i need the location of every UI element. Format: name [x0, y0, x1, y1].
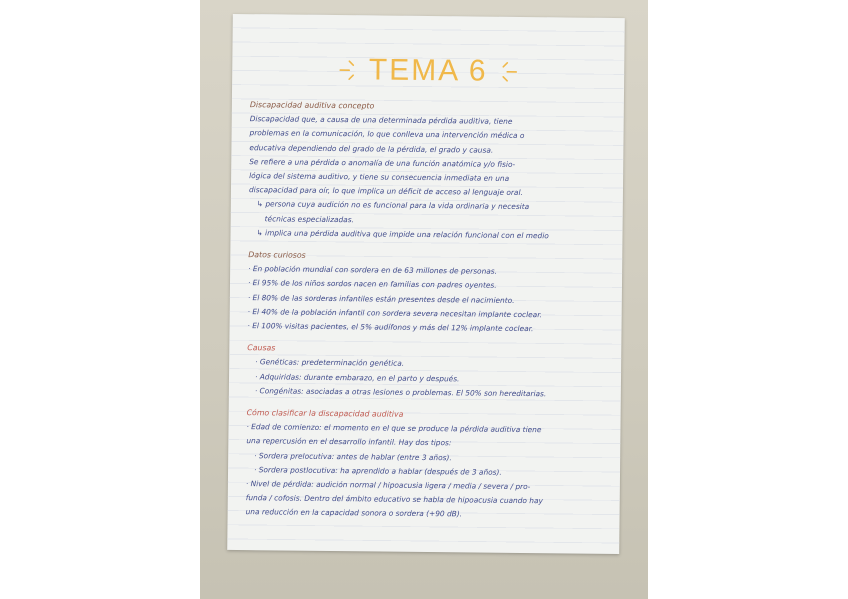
notes-body	[246, 98, 610, 523]
text-line: una reducción en la capacidad sonora o sordera (+90 dB).	[245, 507, 463, 519]
text-line: educativa dependiendo del grado de la pérdida, el grado y causa.	[249, 142, 494, 155]
sparkle-left-icon	[335, 55, 357, 85]
text-line: funda / cofosis. Dentro del ámbito educativo se habla de hipoacusia cuando hay	[245, 493, 543, 506]
text-line: · El 80% de las sorderas infantiles están presentes desde el nacimiento.	[247, 292, 515, 305]
text-line: técnicas especializadas.	[264, 213, 354, 224]
sparkle-right-icon	[499, 57, 521, 87]
text-line: Se refiere a una pérdida o anomalía de una función anatómica y/o fisio-	[249, 156, 516, 169]
text-line: lógica del sistema auditivo, y tiene su consecuencia inmediata en una	[249, 171, 510, 183]
text-line: problemas en la comunicación, lo que conlleva una intervención médica o	[249, 128, 525, 141]
page-title	[369, 53, 488, 88]
title-text: TEMA 6	[368, 53, 488, 88]
text-line: · Adquiridas: durante embarazo, en el parto y después.	[254, 371, 460, 384]
text-line: Discapacidad que, a causa de una determinada pérdida auditiva, tiene	[249, 114, 513, 127]
notebook-page	[227, 14, 625, 554]
title-block	[232, 52, 624, 90]
text-line: · El 40% de la población infantil con sordera severa necesitan implante coclear.	[247, 306, 542, 320]
text-line: ↳ persona cuya audición no es funcional para la vida ordinaria y necesita	[256, 199, 530, 212]
section-heading: Causas	[247, 343, 276, 353]
text-line: ↳ implica una pérdida auditiva que impide una relación funcional con el medio	[256, 228, 549, 241]
text-line: una repercusión en el desarrollo infantil. Hay dos tipos:	[246, 436, 452, 448]
text-line: · Congénitas: asociadas a otras lesiones o problemas. El 50% son hereditarias.	[254, 386, 547, 399]
section-heading: Cómo clasificar la discapacidad auditiva	[246, 408, 404, 419]
text-line: · En población mundial con sordera en de 63 millones de personas.	[248, 264, 498, 276]
text-line: · Sordera postlocutiva: ha aprendido a hablar (después de 3 años).	[254, 465, 502, 477]
text-line: · El 100% visitas pacientes, el 5% audífonos y más del 12% implante coclear.	[247, 321, 534, 334]
text-line: discapacidad para oír, lo que implica un déficit de acceso al lenguaje oral.	[248, 185, 523, 198]
section-heading: Discapacidad auditiva concepto	[249, 100, 375, 111]
text-line: · Genéticas: predeterminación genética.	[255, 357, 405, 369]
text-line: · El 95% de los niños sordos nacen en familias con padres oyentes.	[247, 278, 497, 291]
text-line: · Nivel de pérdida: audición normal / hipoacusia ligera / media / severa / pro-	[245, 479, 531, 492]
text-line: · Edad de comienzo: el momento en el que se produce la pérdida auditiva tiene	[246, 422, 542, 435]
section-heading: Datos curiosos	[248, 250, 306, 260]
text-line: · Sordera prelocutiva: antes de hablar (entre 3 años).	[254, 450, 452, 462]
